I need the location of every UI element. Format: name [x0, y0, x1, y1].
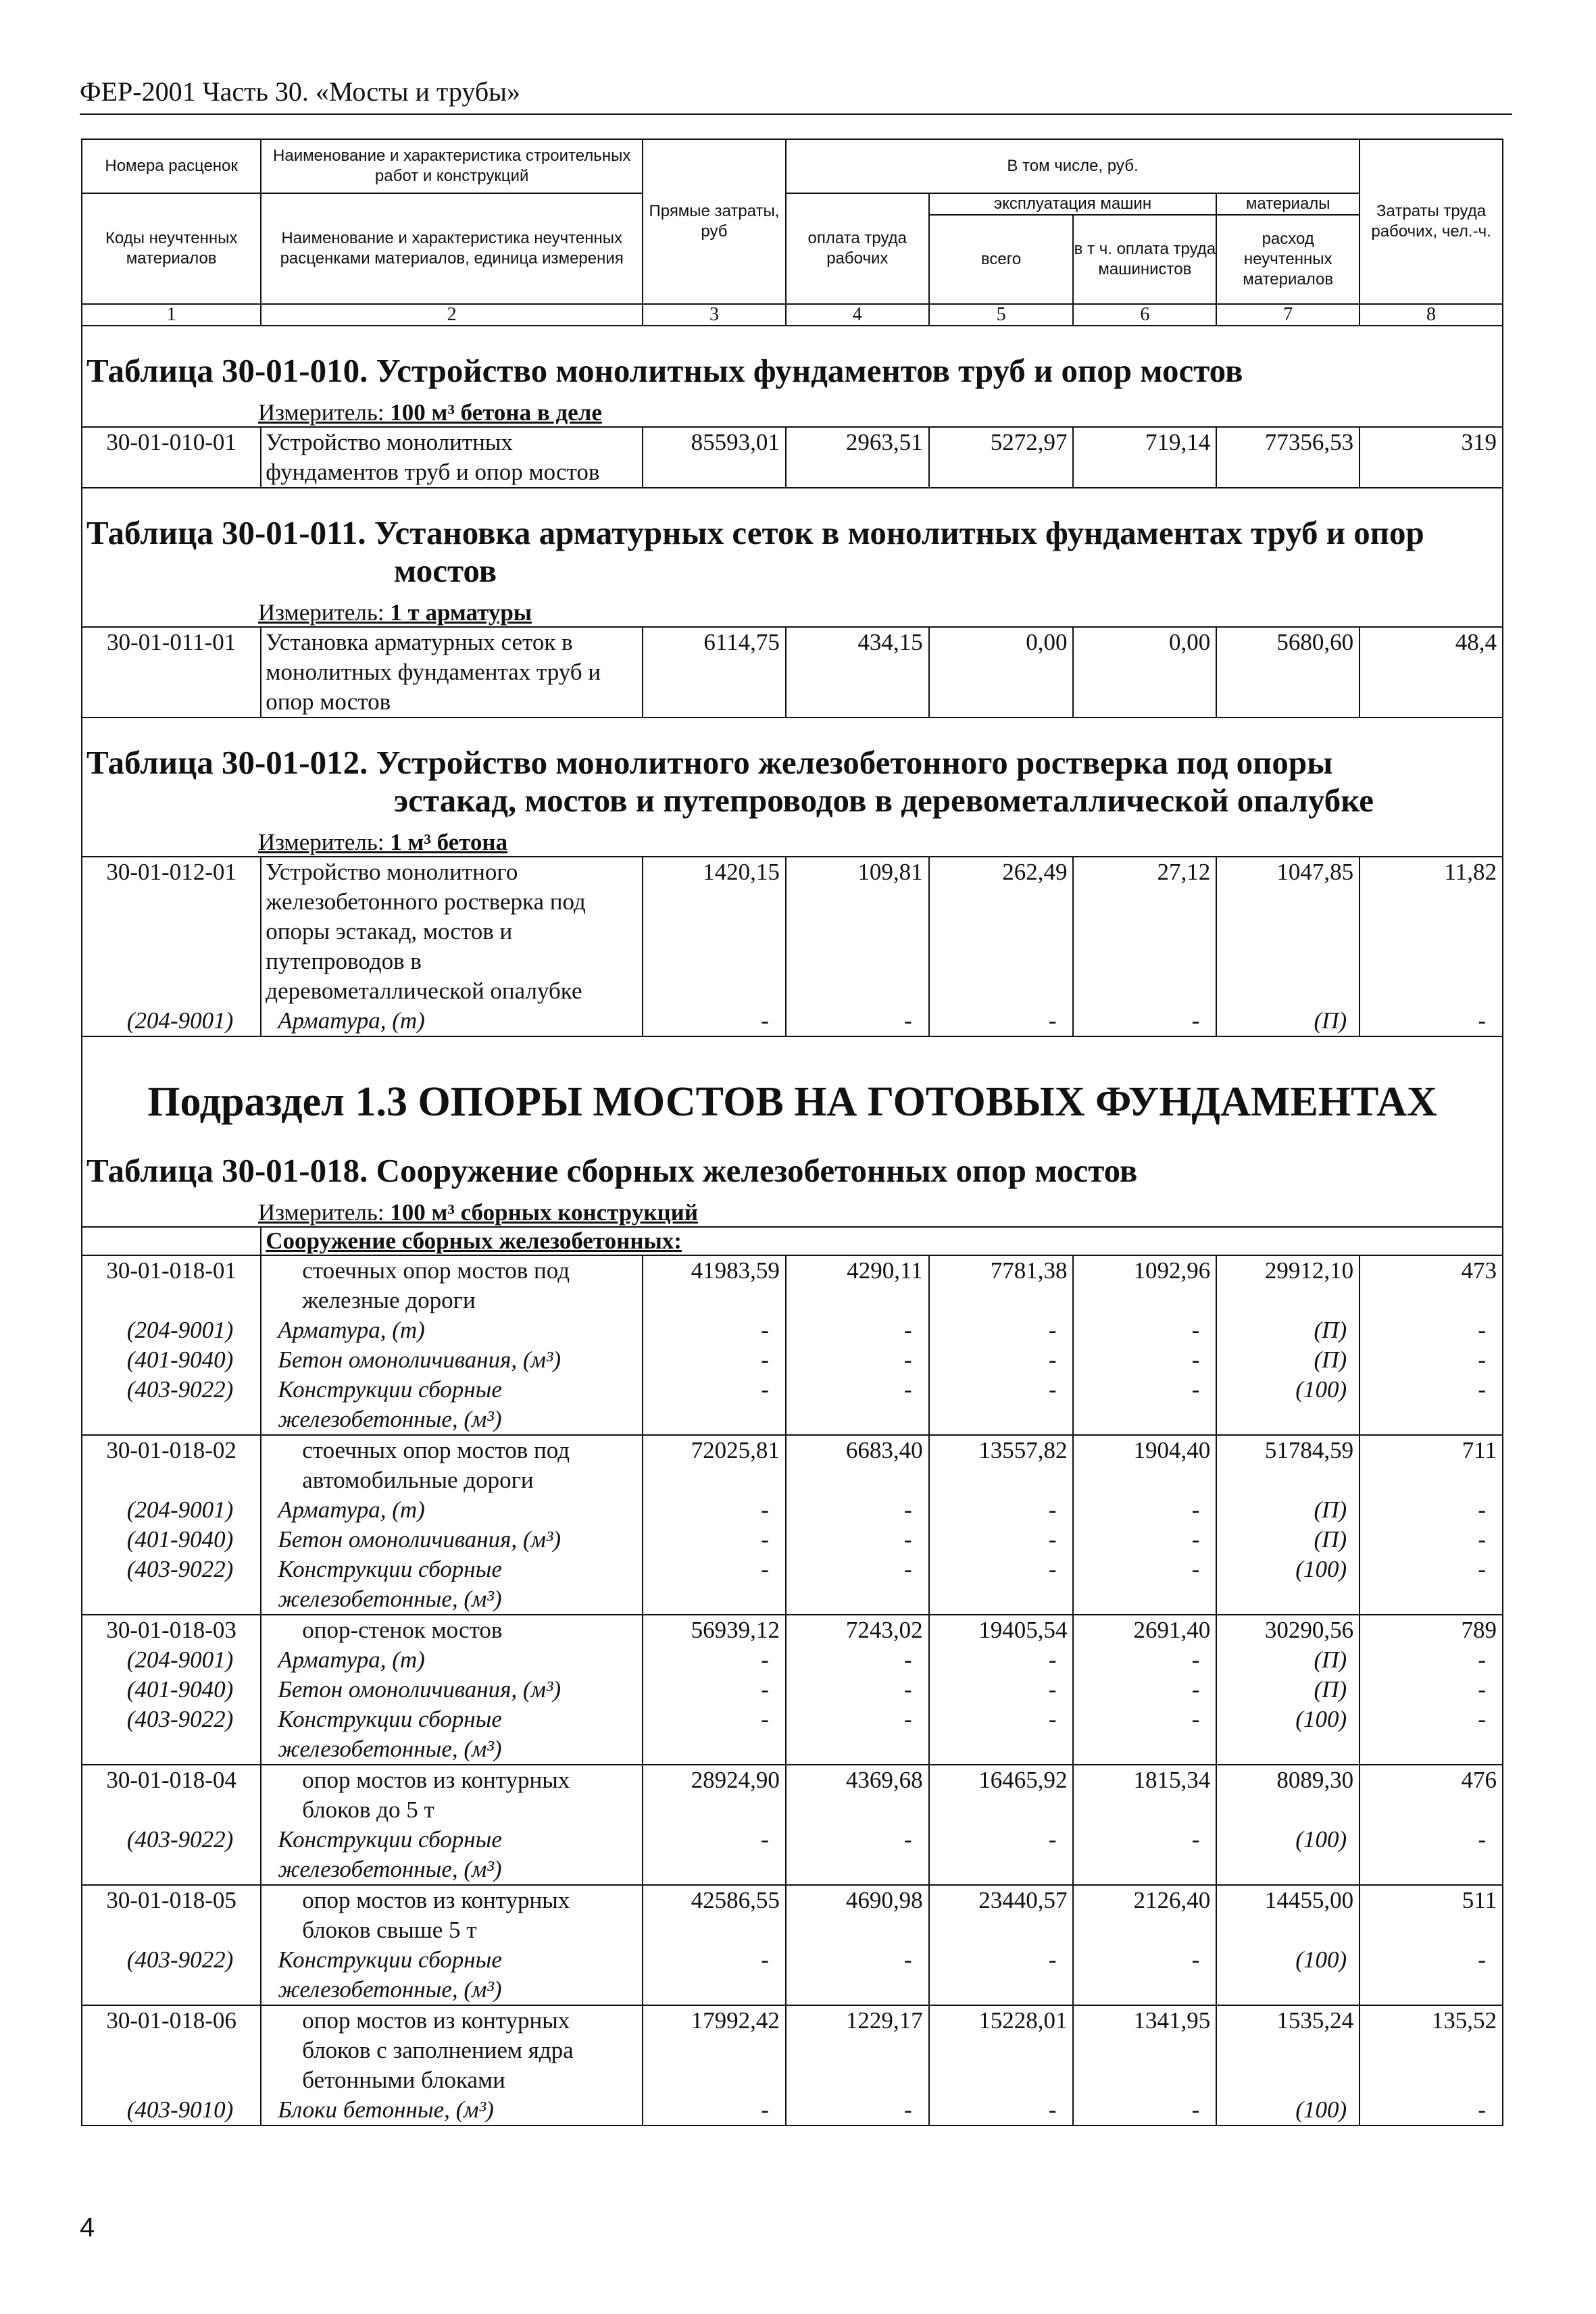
- operator-wages: 1341,95: [1073, 2005, 1216, 2095]
- empty-value: -: [643, 1525, 786, 1555]
- empty-value: -: [643, 1705, 786, 1765]
- empty-value: -: [1360, 1705, 1503, 1765]
- empty-value: -: [786, 1675, 929, 1705]
- rate-code: 30-01-018-01: [82, 1255, 261, 1315]
- material-name: Арматура, (т): [261, 1495, 643, 1525]
- empty-value: -: [643, 1315, 786, 1345]
- table-row: [82, 1435, 1503, 1495]
- col-num-3: 3: [643, 304, 786, 326]
- materials: 30290,56: [1216, 1615, 1360, 1645]
- col-head-machines-total: всего: [929, 215, 1074, 304]
- materials: 29912,10: [1216, 1255, 1360, 1315]
- empty-value: -: [643, 2095, 786, 2126]
- empty-value: -: [929, 1525, 1074, 1555]
- material-flag: (100): [1216, 1705, 1360, 1765]
- materials: 77356,53: [1216, 427, 1360, 488]
- empty-value: -: [643, 1555, 786, 1615]
- empty-value: -: [1073, 1945, 1216, 2005]
- empty-value: -: [1360, 1945, 1503, 2005]
- table-measure: Измеритель: 100 м³ бетона в деле: [82, 394, 1503, 427]
- wages: 434,15: [786, 627, 929, 718]
- col-num-4: 4: [786, 304, 929, 326]
- direct-costs: 85593,01: [643, 427, 786, 488]
- work-name: опор-стенок мостов: [261, 1615, 643, 1645]
- machines-total: 23440,57: [929, 1885, 1074, 1945]
- empty-value: -: [786, 1825, 929, 1885]
- work-name: Устройство монолитных фундаментов труб и опор мостов: [261, 427, 643, 488]
- wages: 1229,17: [786, 2005, 929, 2095]
- empty-value: -: [1360, 1525, 1503, 1555]
- material-flag: (100): [1216, 2095, 1360, 2126]
- material-row: [82, 1945, 1503, 2005]
- direct-costs: 17992,42: [643, 2005, 786, 2095]
- material-name: Арматура, (т): [261, 1645, 643, 1675]
- section-title: Подраздел 1.3 ОПОРЫ МОСТОВ НА ГОТОВЫХ ФУНДАМЕНТАХ: [82, 1063, 1503, 1152]
- table-measure: Измеритель: 1 т арматуры: [82, 594, 1503, 627]
- empty-value: -: [643, 1675, 786, 1705]
- material-row: [82, 1495, 1503, 1525]
- labor-hours: 48,4: [1360, 627, 1503, 718]
- labor-hours: 711: [1360, 1435, 1503, 1495]
- machines-total: 262,49: [929, 857, 1074, 1006]
- material-row: (204-9001) Арматура, (т) - - - - (П) -: [82, 1006, 1503, 1036]
- col-head-codes-top: Номера расценок: [82, 139, 261, 193]
- labor-hours: 511: [1360, 1885, 1503, 1945]
- col-num-7: 7: [1216, 304, 1360, 326]
- empty-value: -: [929, 1675, 1074, 1705]
- material-name: Бетон омоноличивания, (м³): [261, 1675, 643, 1705]
- price-table: [81, 139, 1503, 2126]
- material-code: (403-9022): [82, 1945, 261, 2005]
- empty-value: -: [929, 1375, 1074, 1435]
- material-code: (401-9040): [82, 1675, 261, 1705]
- table-measure: Измеритель: 100 м³ сборных конструкций: [82, 1194, 1503, 1227]
- table-row: [82, 857, 1503, 1006]
- col-head-machines: эксплуатация машин: [929, 193, 1217, 215]
- machines-total: 19405,54: [929, 1615, 1074, 1645]
- machines-total: 7781,38: [929, 1255, 1074, 1315]
- material-row: [82, 1645, 1503, 1675]
- empty-value: -: [786, 1645, 929, 1675]
- rate-code: 30-01-010-01: [82, 427, 261, 488]
- empty-value: -: [929, 1495, 1074, 1525]
- empty-value: -: [1073, 1705, 1216, 1765]
- wages: 4369,68: [786, 1765, 929, 1825]
- material-flag: (П): [1216, 1645, 1360, 1675]
- operator-wages: 719,14: [1073, 427, 1216, 488]
- wages: 6683,40: [786, 1435, 929, 1495]
- labor-hours: 476: [1360, 1765, 1503, 1825]
- rate-code: 30-01-018-03: [82, 1615, 261, 1645]
- empty-value: -: [1073, 1645, 1216, 1675]
- material-row: [82, 1375, 1503, 1435]
- materials: 14455,00: [1216, 1885, 1360, 1945]
- empty-value: -: [786, 1375, 929, 1435]
- empty-value: -: [1360, 1495, 1503, 1525]
- work-name: стоечных опор мостов под железные дороги: [261, 1255, 643, 1315]
- empty-value: -: [1073, 1525, 1216, 1555]
- rate-code: 30-01-018-06: [82, 2005, 261, 2095]
- table-row: [82, 2005, 1503, 2095]
- direct-costs: 72025,81: [643, 1435, 786, 1495]
- material-name: Конструкции сборные железобетонные, (м³): [261, 1825, 643, 1885]
- material-code: (403-9022): [82, 1825, 261, 1885]
- empty-value: -: [929, 1315, 1074, 1345]
- table-row: [82, 1885, 1503, 1945]
- page-number: 4: [80, 2213, 95, 2242]
- material-row: [82, 2095, 1503, 2126]
- work-name: опор мостов из контурных блоков с заполнением ядра бетонными блоками: [261, 2005, 643, 2095]
- materials: 1535,24: [1216, 2005, 1360, 2095]
- empty-value: -: [1360, 1345, 1503, 1375]
- material-row: [82, 1525, 1503, 1555]
- work-name: Устройство монолитного железобетонного ростверка под опоры эстакад, мостов и путепроводов в деревометаллической опалубке: [261, 857, 643, 1006]
- material-code: (403-9022): [82, 1705, 261, 1765]
- operator-wages: 1904,40: [1073, 1435, 1216, 1495]
- empty-value: -: [786, 1555, 929, 1615]
- empty-value: -: [929, 2095, 1074, 2126]
- machines-total: 0,00: [929, 627, 1074, 718]
- work-name: стоечных опор мостов под автомобильные дороги: [261, 1435, 643, 1495]
- empty-value: -: [1073, 1495, 1216, 1525]
- rate-code: 30-01-018-05: [82, 1885, 261, 1945]
- material-name: Арматура, (т): [261, 1006, 643, 1036]
- col-num-6: 6: [1073, 304, 1216, 326]
- empty-value: -: [1360, 1825, 1503, 1885]
- material-name: Бетон омоноличивания, (м³): [261, 1525, 643, 1555]
- col-head-materials: расход неучтенных материалов: [1216, 215, 1360, 304]
- wages: 4690,98: [786, 1885, 929, 1945]
- empty-value: -: [1360, 1555, 1503, 1615]
- empty-value: -: [786, 2095, 929, 2126]
- col-head-materials-group: материалы: [1216, 193, 1360, 215]
- table-title: Таблица 30-01-018. Сооружение сборных железобетонных опор мостов: [82, 1152, 1503, 1194]
- empty-value: -: [1073, 1555, 1216, 1615]
- material-row: [82, 1825, 1503, 1885]
- empty-value: -: [786, 1705, 929, 1765]
- machines-total: 5272,97: [929, 427, 1074, 488]
- materials: 1047,85: [1216, 857, 1360, 1006]
- wages: 109,81: [786, 857, 929, 1006]
- col-num-2: 2: [261, 304, 643, 326]
- labor-hours: 11,82: [1360, 857, 1503, 1006]
- material-flag: (100): [1216, 1375, 1360, 1435]
- material-flag: (П): [1216, 1525, 1360, 1555]
- header-rule: [80, 114, 1512, 115]
- direct-costs: 41983,59: [643, 1255, 786, 1315]
- material-name: Блоки бетонные, (м³): [261, 2095, 643, 2126]
- empty-value: -: [643, 1375, 786, 1435]
- material-flag: (100): [1216, 1555, 1360, 1615]
- empty-value: -: [1360, 1375, 1503, 1435]
- material-flag: (П): [1216, 1315, 1360, 1345]
- material-name: Конструкции сборные железобетонные, (м³): [261, 1705, 643, 1765]
- table-row: [82, 1615, 1503, 1645]
- material-name: Арматура, (т): [261, 1315, 643, 1345]
- material-row: [82, 1315, 1503, 1345]
- empty-value: -: [643, 1645, 786, 1675]
- direct-costs: 6114,75: [643, 627, 786, 718]
- col-head-codes-bottom: Коды неучтенных материалов: [82, 193, 261, 304]
- empty-value: -: [786, 1315, 929, 1345]
- material-code: (204-9001): [82, 1645, 261, 1675]
- material-code: (401-9040): [82, 1525, 261, 1555]
- operator-wages: 27,12: [1073, 857, 1216, 1006]
- direct-costs: 1420,15: [643, 857, 786, 1006]
- rate-code: 30-01-012-01: [82, 857, 261, 1006]
- empty-value: -: [929, 1555, 1074, 1615]
- empty-value: -: [1073, 1825, 1216, 1885]
- materials: 5680,60: [1216, 627, 1360, 718]
- empty-value: -: [929, 1825, 1074, 1885]
- table-row: [82, 627, 1503, 718]
- material-row: [82, 1675, 1503, 1705]
- col-num-5: 5: [929, 304, 1074, 326]
- material-flag: (П): [1216, 1675, 1360, 1705]
- empty-value: -: [929, 1645, 1074, 1675]
- material-row: [82, 1705, 1503, 1765]
- operator-wages: 0,00: [1073, 627, 1216, 718]
- material-name: Конструкции сборные железобетонные, (м³): [261, 1375, 643, 1435]
- operator-wages: 2691,40: [1073, 1615, 1216, 1645]
- col-head-wages: оплата труда рабочих: [786, 193, 929, 304]
- table-row: [82, 1255, 1503, 1315]
- wages: 4290,11: [786, 1255, 929, 1315]
- empty-value: -: [1073, 1315, 1216, 1345]
- col-head-name-top: Наименование и характеристика строительных работ и конструкций: [261, 139, 643, 193]
- labor-hours: 473: [1360, 1255, 1503, 1315]
- machines-total: 15228,01: [929, 2005, 1074, 2095]
- material-code: (204-9001): [82, 1006, 261, 1036]
- rate-code: 30-01-018-02: [82, 1435, 261, 1495]
- labor-hours: 319: [1360, 427, 1503, 488]
- material-flag: (100): [1216, 1945, 1360, 2005]
- work-name: Установка арматурных сеток в монолитных фундаментах труб и опор мостов: [261, 627, 643, 718]
- direct-costs: 56939,12: [643, 1615, 786, 1645]
- operator-wages: 1815,34: [1073, 1765, 1216, 1825]
- work-name: опор мостов из контурных блоков до 5 т: [261, 1765, 643, 1825]
- table-title: Таблица 30-01-011. Установка арматурных сеток в монолитных фундаментах труб и опор мостов: [82, 514, 1503, 594]
- wages: 7243,02: [786, 1615, 929, 1645]
- col-num-8: 8: [1360, 304, 1503, 326]
- labor-hours: 789: [1360, 1615, 1503, 1645]
- rate-code: 30-01-018-04: [82, 1765, 261, 1825]
- empty-value: -: [786, 1945, 929, 2005]
- empty-value: -: [643, 1495, 786, 1525]
- machines-total: 13557,82: [929, 1435, 1074, 1495]
- col-head-direct-costs: Прямые затраты, руб: [643, 139, 786, 304]
- material-name: Бетон омоноличивания, (м³): [261, 1345, 643, 1375]
- table-title: Таблица 30-01-012. Устройство монолитного железобетонного ростверка под опоры эстакад, мостов и путепроводов в деревометаллической опалубке: [82, 744, 1503, 824]
- col-num-1: 1: [82, 304, 261, 326]
- col-head-name-bottom: Наименование и характеристика неучтенных расценками материалов, единица измерения: [261, 193, 643, 304]
- material-flag: (П): [1216, 1495, 1360, 1525]
- empty-value: -: [1360, 1315, 1503, 1345]
- materials: 8089,30: [1216, 1765, 1360, 1825]
- col-head-labor: Затраты труда рабочих, чел.-ч.: [1360, 139, 1503, 304]
- table-row: [82, 427, 1503, 488]
- material-code: (401-9040): [82, 1345, 261, 1375]
- material-flag: (П): [1216, 1006, 1360, 1036]
- direct-costs: 28924,90: [643, 1765, 786, 1825]
- work-name: опор мостов из контурных блоков свыше 5 т: [261, 1885, 643, 1945]
- empty-value: -: [786, 1345, 929, 1375]
- table-title: Таблица 30-01-010. Устройство монолитных фундаментов труб и опор мостов: [82, 352, 1503, 394]
- running-header: ФЕР-2001 Часть 30. «Мосты и трубы»: [80, 76, 521, 107]
- empty-value: -: [786, 1525, 929, 1555]
- machines-total: 16465,92: [929, 1765, 1074, 1825]
- empty-value: -: [643, 1825, 786, 1885]
- group-label: Сооружение сборных железобетонных:: [261, 1227, 1503, 1255]
- material-flag: (П): [1216, 1345, 1360, 1375]
- empty-value: -: [643, 1945, 786, 2005]
- labor-hours: 135,52: [1360, 2005, 1503, 2095]
- empty-value: -: [1073, 1675, 1216, 1705]
- empty-value: -: [1073, 2095, 1216, 2126]
- empty-value: -: [1073, 1375, 1216, 1435]
- table-measure: Измеритель: 1 м³ бетона: [82, 824, 1503, 857]
- empty-value: -: [1073, 1345, 1216, 1375]
- material-row: [82, 1345, 1503, 1375]
- material-flag: (100): [1216, 1825, 1360, 1885]
- table-row: [82, 1765, 1503, 1825]
- empty-value: -: [1360, 2095, 1503, 2126]
- material-name: Конструкции сборные железобетонные, (м³): [261, 1555, 643, 1615]
- empty-value: -: [1360, 1645, 1503, 1675]
- empty-value: -: [1360, 1675, 1503, 1705]
- rate-code: 30-01-011-01: [82, 627, 261, 718]
- material-name: Конструкции сборные железобетонные, (м³): [261, 1945, 643, 2005]
- material-code: (204-9001): [82, 1495, 261, 1525]
- empty-value: -: [643, 1345, 786, 1375]
- wages: 2963,51: [786, 427, 929, 488]
- direct-costs: 42586,55: [643, 1885, 786, 1945]
- empty-value: -: [929, 1345, 1074, 1375]
- col-head-operator-wages: в т ч. оплата труда машинистов: [1073, 215, 1216, 304]
- empty-value: -: [929, 1705, 1074, 1765]
- operator-wages: 2126,40: [1073, 1885, 1216, 1945]
- material-code: (204-9001): [82, 1315, 261, 1345]
- materials: 51784,59: [1216, 1435, 1360, 1495]
- empty-value: -: [929, 1945, 1074, 2005]
- col-head-group: В том числе, руб.: [786, 139, 1360, 193]
- empty-value: -: [786, 1495, 929, 1525]
- material-row: [82, 1555, 1503, 1615]
- operator-wages: 1092,96: [1073, 1255, 1216, 1315]
- material-code: (403-9022): [82, 1375, 261, 1435]
- material-code: (403-9022): [82, 1555, 261, 1615]
- material-code: (403-9010): [82, 2095, 261, 2126]
